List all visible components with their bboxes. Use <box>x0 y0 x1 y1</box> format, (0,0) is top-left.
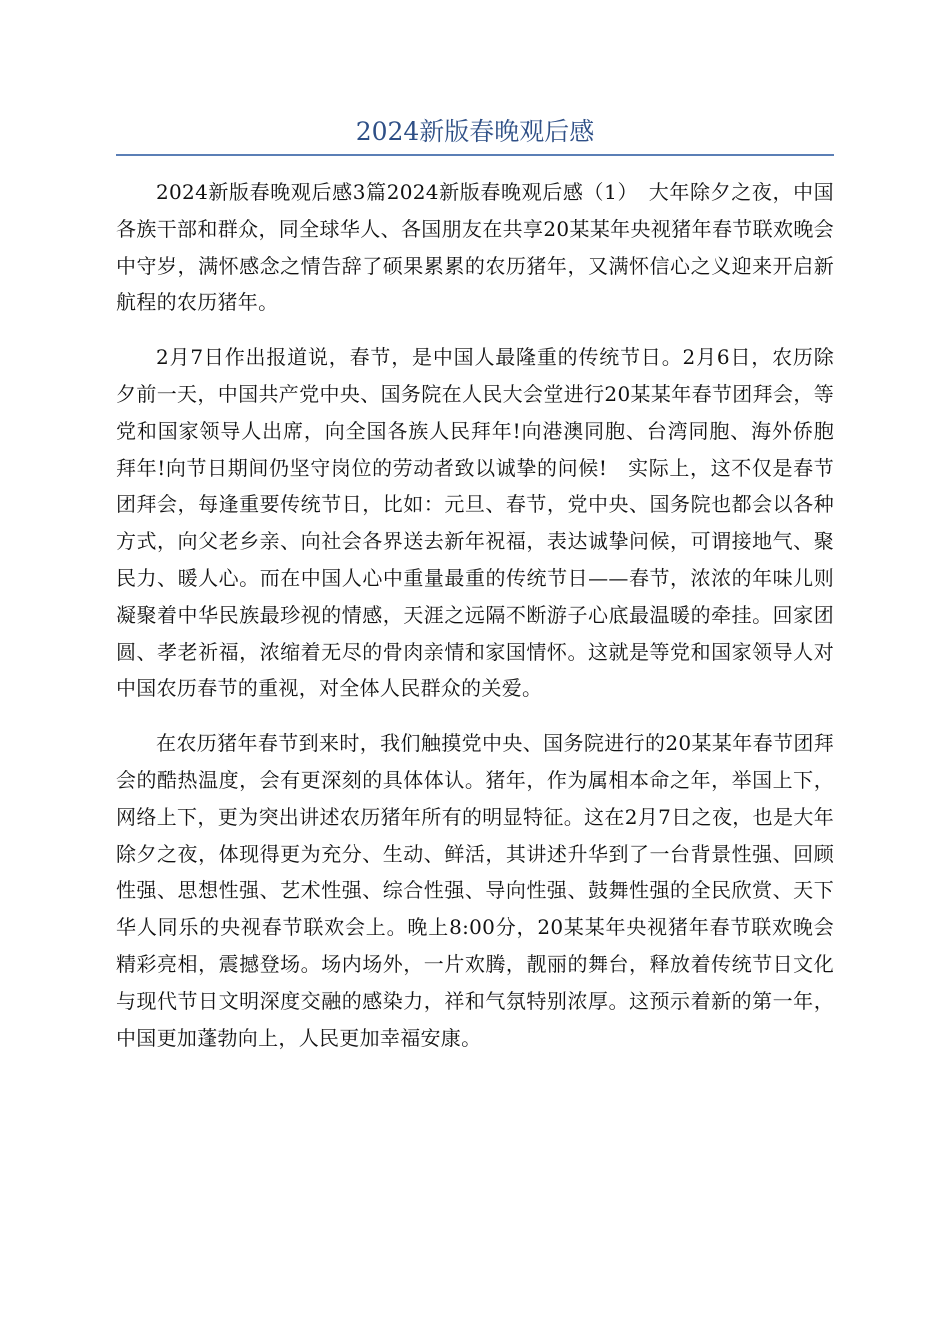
paragraph-1: 2024新版春晚观后感3篇2024新版春晚观后感（1） 大年除夕之夜，中国各族干部和群众，同全球华人、各国朋友在共享20某某年央视猪年春节联欢晚会中守岁，满怀感念之情告辞了硕果累累的农历猪年，又满怀信心之义迎来开启新航程的农历猪年。 <box>116 180 834 315</box>
title-underline <box>116 154 834 156</box>
document-title: 2024新版春晚观后感 <box>355 117 595 146</box>
paragraph-3: 在农历猪年春节到来时，我们触摸党中央、国务院进行的20某某年春节团拜会的酷热温度，会有更深刻的具体体认。猪年，作为属相本命之年，举国上下，网络上下，更为突出讲述农历猪年所有的明显特征。这在2月7日之夜，也是大年除夕之夜，体现得更为充分、生动、鲜活，其讲述升华到了一台背景性强、回顾性强、思想性强、艺术性强、综合性强、导向性强、鼓舞性强的全民欣赏、天下华人同乐的央视春节联欢会上。晚上8:00分，20某某年央视猪年春节联欢晚会精彩亮相，震撼登场。场内场外，一片欢腾，靓丽的舞台，释放着传统节日文化与现代节日文明深度交融的感染力，祥和气氛特别浓厚。这预示着新的第一年，中国更加蓬勃向上，人民更加幸福安康。 <box>116 731 834 1050</box>
document-page <box>116 112 834 1074</box>
paragraph-2: 2月7日作出报道说，春节，是中国人最隆重的传统节日。2月6日，农历除夕前一天，中国共产党中央、国务院在人民大会堂进行20某某年春节团拜会，等党和国家领导人出席，向全国各族人民拜年!向港澳同胞、台湾同胞、海外侨胞拜年!向节日期间仍坚守岗位的劳动者致以诚挚的问候! 实际上，这不仅是春节团拜会，每逢重要传统节日，比如：元旦、春节，党中央、国务院也都会以各种方式，向父老乡亲、向社会各界送去新年祝福，表达诚挚问候，可谓接地气、聚民力、暖人心。而在中国人心中重量最重的传统节日——春节，浓浓的年味儿则凝聚着中华民族最珍视的情感，天涯之远隔不断游子心底最温暖的牵挂。回家团圆、孝老祈福，浓缩着无尽的骨肉亲情和家国情怀。这就是等党和国家领导人对中国农历春节的重视，对全体人民群众的关爱。 <box>116 345 834 701</box>
